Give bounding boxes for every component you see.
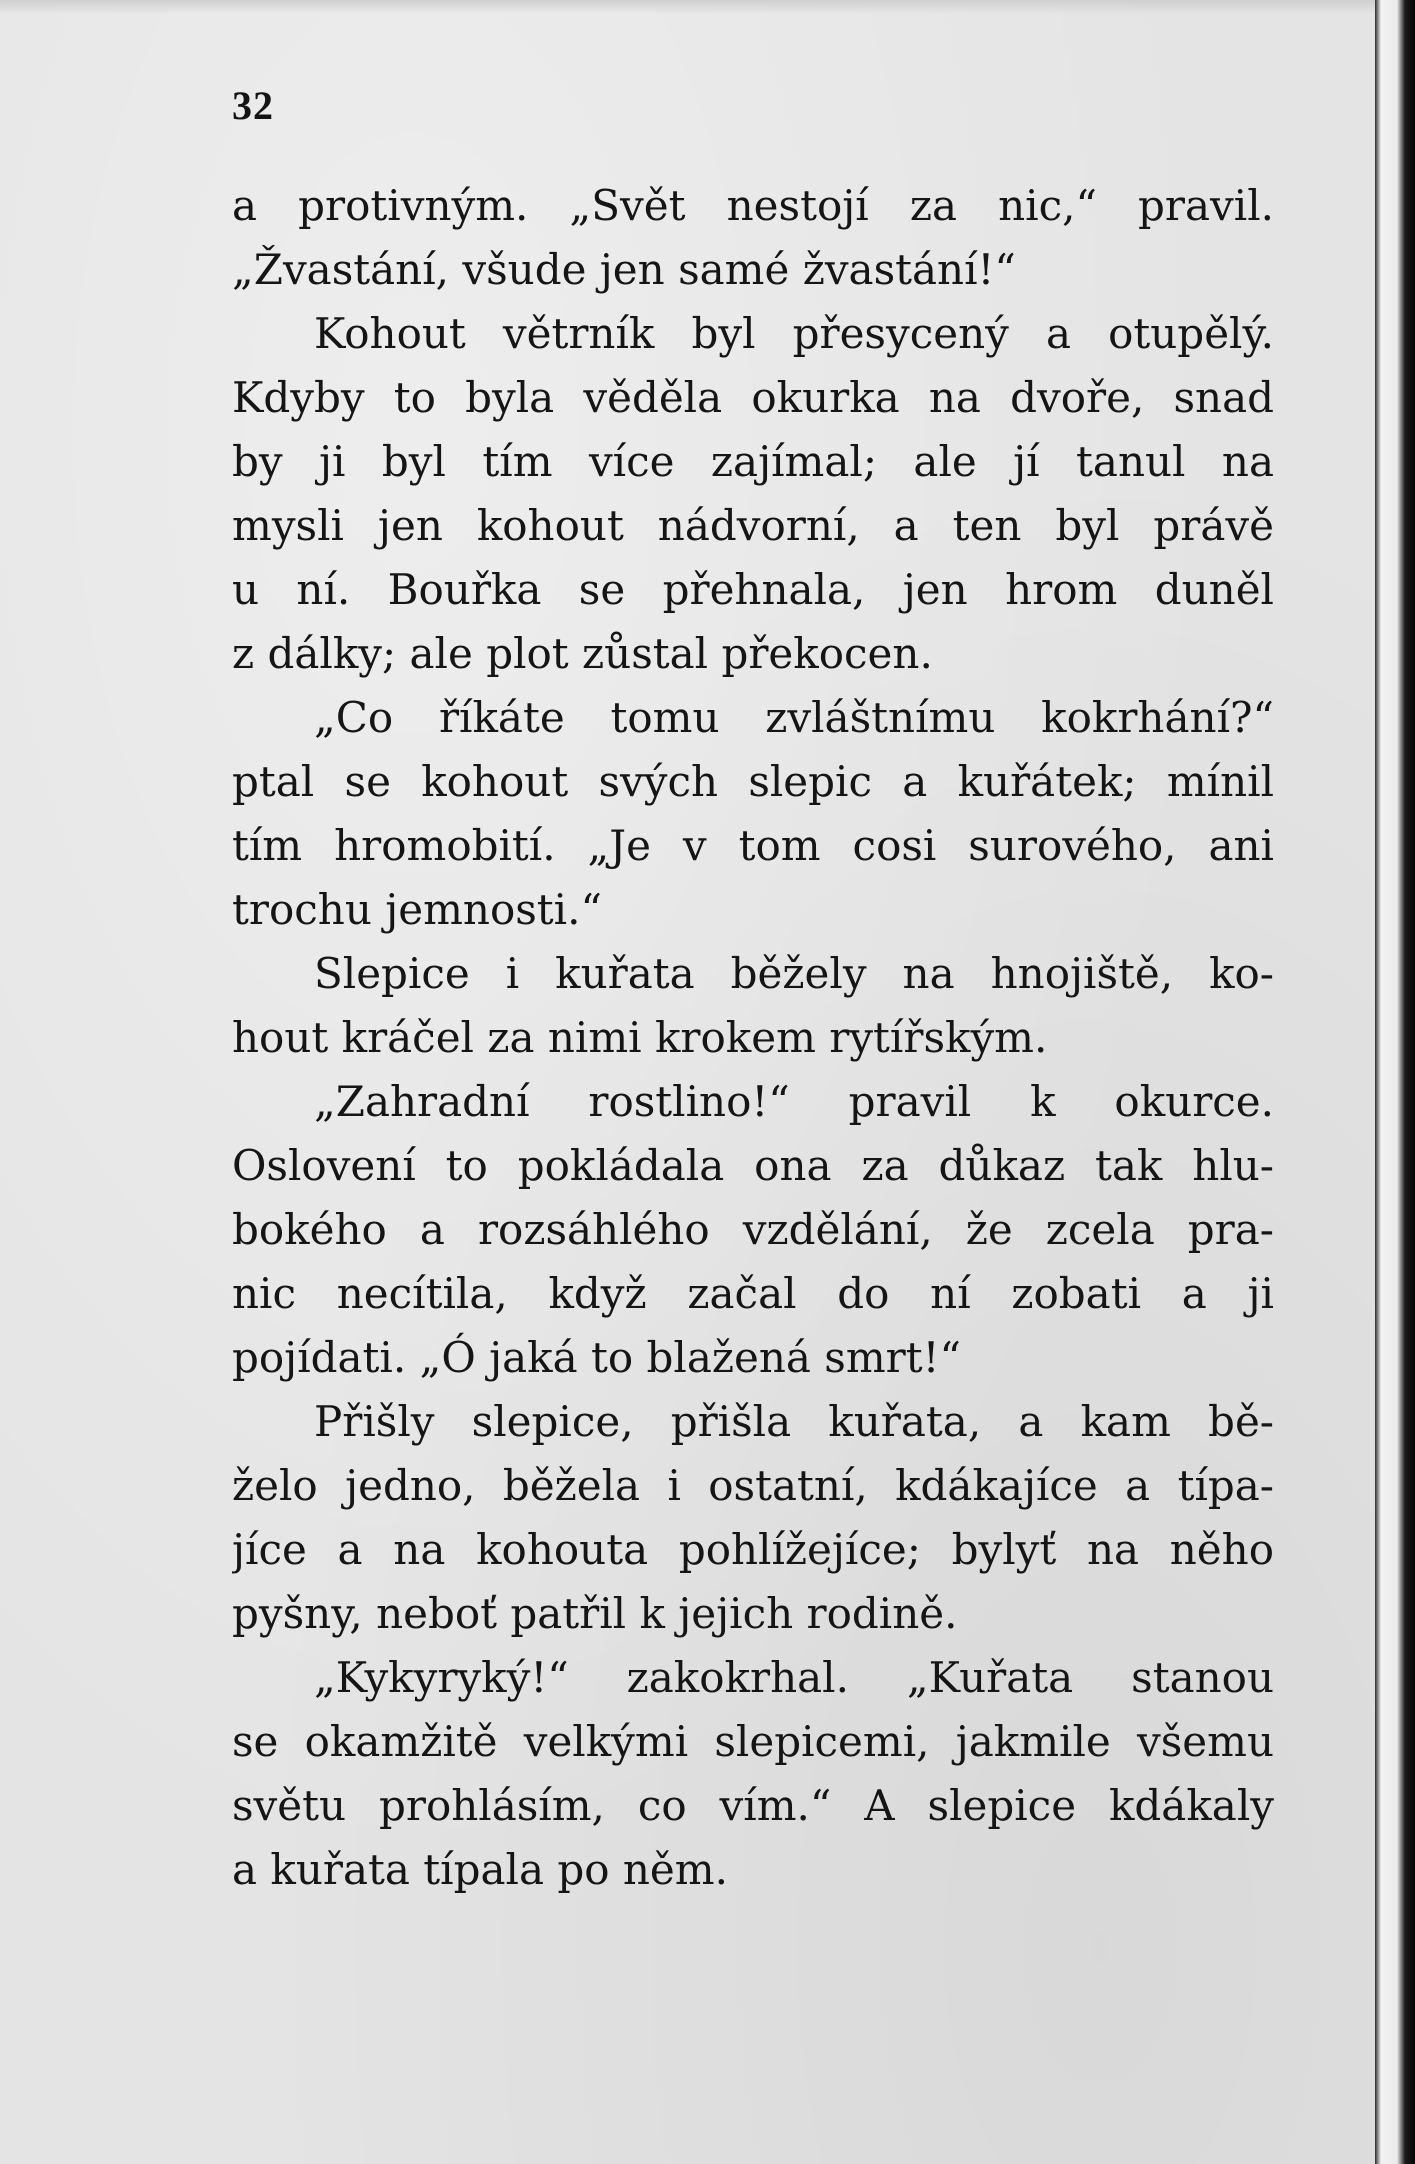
text-line: bokého a rozsáhlého vzdělání, že zcela pra- (232, 1205, 1274, 1254)
text-line: jíce a na kohouta pohlížejíce; bylyť na něho (232, 1525, 1274, 1574)
text-line: a protivným. „Svět nestojí za nic,“ pravil. (232, 181, 1274, 230)
text-line: Kdyby to byla věděla okurka na dvoře, snad (232, 373, 1274, 422)
text-line: nic necítila, když začal do ní zobati a ji (232, 1269, 1274, 1318)
text-line: pojídati. „Ó jaká to blažená smrt!“ (232, 1333, 961, 1382)
body-text (232, 174, 1274, 1902)
text-line: Slepice i kuřata běžely na hnojiště, ko- (314, 949, 1274, 998)
text-line: by ji byl tím více zajímal; ale jí tanul na (232, 437, 1274, 486)
text-line: světu prohlásím, co vím.“ A slepice kdákaly (232, 1781, 1274, 1830)
page-top-shadow (0, 0, 1375, 14)
text-line: hout kráčel za nimi krokem rytířským. (232, 1013, 1048, 1062)
text-line: tím hromobití. „Je v tom cosi surového, ani (232, 821, 1274, 870)
page-edge (1375, 0, 1415, 2164)
text-line: „Kykyryký!“ zakokrhal. „Kuřata stanou (314, 1653, 1274, 1702)
text-line: Přišly slepice, přišla kuřata, a kam bě- (314, 1397, 1274, 1446)
text-line: „Zahradní rostlino!“ pravil k okurce. (314, 1077, 1274, 1126)
text-line: „Žvastání, všude jen samé žvastání!“ (232, 245, 1016, 294)
text-line: trochu jemnosti.“ (232, 885, 602, 934)
text-line: pyšny, neboť patřil k jejich rodině. (232, 1589, 958, 1638)
text-line: Oslovení to pokládala ona za důkaz tak hlu- (232, 1141, 1274, 1190)
text-line: u ní. Bouřka se přehnala, jen hrom duněl (232, 565, 1274, 614)
text-line: „Co říkáte tomu zvláštnímu kokrhání?“ (314, 693, 1274, 742)
text-line: a kuřata típala po něm. (232, 1845, 728, 1894)
text-line: ptal se kohout svých slepic a kuřátek; mínil (232, 757, 1274, 806)
text-line: Kohout větrník byl přesycený a otupělý. (314, 309, 1274, 358)
page-number: 32 (232, 83, 274, 128)
text-line: se okamžitě velkými slepicemi, jakmile všemu (232, 1717, 1274, 1766)
text-line: želo jedno, běžela i ostatní, kdákajíce a típa- (232, 1461, 1274, 1510)
text-line: mysli jen kohout nádvorní, a ten byl právě (232, 501, 1274, 550)
text-line: z dálky; ale plot zůstal překocen. (232, 629, 933, 678)
